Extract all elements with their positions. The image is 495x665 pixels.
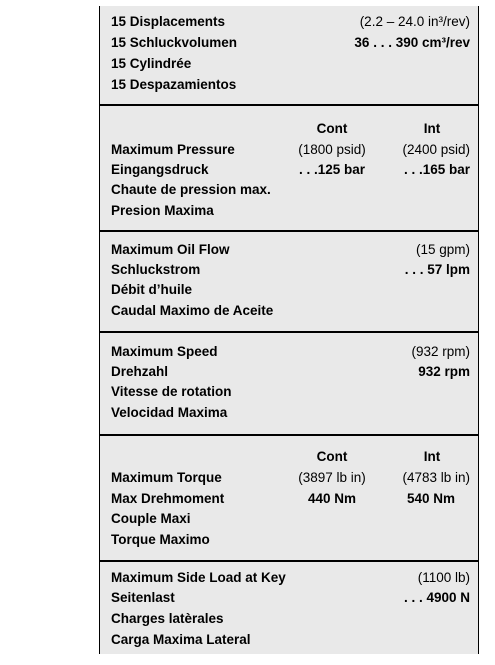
side-load-label-es: Carga Maxima Lateral: [111, 632, 251, 647]
speed-label-es: Velocidad Maxima: [111, 405, 228, 420]
side-load-label-en: Maximum Side Load at Key: [111, 570, 286, 585]
pressure-section: [100, 106, 478, 230]
speed-label-de: Drehzahl: [111, 364, 169, 379]
speed-metric: 932 rpm: [418, 364, 470, 379]
displacement-label-en: 15 Displacements: [111, 14, 226, 29]
displacement-label-fr: 15 Cylindrée: [111, 56, 192, 71]
torque-cont-imperial: (3897 lb in): [298, 470, 366, 485]
oil-flow-imperial: (15 gpm): [415, 242, 470, 257]
pressure-label-de: Eingangsdruck: [111, 162, 209, 177]
speed-imperial: (932 rpm): [411, 344, 470, 359]
oil-flow-metric: . . . 57 lpm: [404, 262, 470, 277]
speed-label-en: Maximum Speed: [111, 344, 218, 359]
oil-flow-label-fr: Débit d’huile: [111, 282, 192, 297]
pressure-label-fr: Chaute de pression max.: [111, 182, 271, 197]
oil-flow-label-es: Caudal Maximo de Aceite: [111, 303, 274, 318]
oil-flow-label-en: Maximum Oil Flow: [111, 242, 230, 257]
pressure-int-imperial: (2400 psid): [402, 142, 470, 157]
pressure-label-en: Maximum Pressure: [111, 142, 235, 157]
oil-flow-section: [100, 232, 478, 331]
torque-section: [100, 436, 478, 560]
pressure-cont-imperial: (1800 psid): [298, 142, 366, 157]
side-load-label-de: Seitenlast: [111, 590, 175, 605]
torque-int-metric: 540 Nm: [406, 491, 456, 506]
torque-label-de: Max Drehmoment: [111, 491, 225, 506]
displacement-imperial: (2.2 – 24.0 in³/rev): [359, 14, 470, 29]
oil-flow-label-de: Schluckstrom: [111, 262, 201, 277]
pressure-label-es: Presion Maxima: [111, 203, 214, 218]
torque-col-int: Int: [423, 449, 441, 464]
side-load-metric: . . . 4900 N: [403, 590, 470, 605]
displacement-label-es: 15 Despazamientos: [111, 77, 237, 92]
pressure-col-cont: Cont: [316, 121, 348, 136]
torque-label-en: Maximum Torque: [111, 470, 222, 485]
spec-table: [99, 6, 479, 654]
pressure-col-int: Int: [423, 121, 441, 136]
speed-label-fr: Vitesse de rotation: [111, 384, 232, 399]
displacement-section: [100, 6, 478, 104]
torque-col-cont: Cont: [316, 449, 348, 464]
speed-section: [100, 333, 478, 434]
torque-cont-metric: 440 Nm: [307, 491, 357, 506]
pressure-cont-metric: . . .125 bar: [298, 162, 366, 177]
side-load-section: [100, 562, 478, 654]
displacement-label-de: 15 Schluckvolumen: [111, 35, 238, 50]
side-load-label-fr: Charges latèrales: [111, 611, 224, 626]
pressure-int-metric: . . .165 bar: [403, 162, 470, 177]
side-load-imperial: (1100 lb): [417, 570, 470, 585]
displacement-metric: 36 . . . 390 cm³/rev: [354, 35, 470, 50]
torque-label-es: Torque Maximo: [111, 532, 210, 547]
torque-label-fr: Couple Maxi: [111, 511, 191, 526]
torque-int-imperial: (4783 lb in): [402, 470, 470, 485]
